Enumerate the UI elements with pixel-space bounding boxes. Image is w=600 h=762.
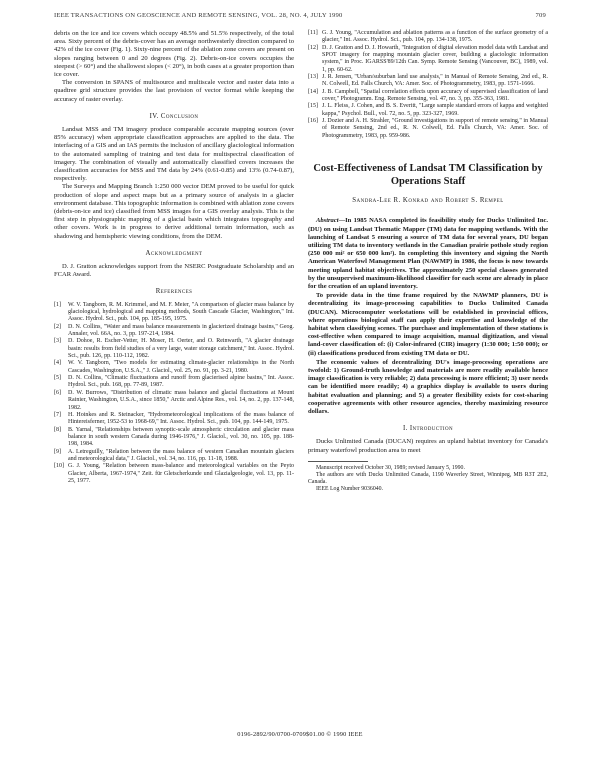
body-paragraph: Ducks Unlimited Canada (DUCAN) requires an upland habitat inventory for Canada's primary waterfowl production area to meet	[308, 438, 548, 454]
reference-item: [9] A. Letreguilly, "Relation between the mass balance of western Canadian mountain glaciers and meteorological data," J. Glaciol., vol. 34, no. 116, pp. 11-18, 1988.	[54, 448, 294, 462]
reference-item: [3] D. Dohoe, R. Escher-Vetter, H. Moser, H. Oerter, and O. Reinwarth, "A glacier drainage basin: results from field studies of a very large, water storage catchment," Int. Assoc. Hydrol. Sci., pub. 126, pp. 110-112, 1982.	[54, 338, 294, 360]
reference-item: [2] D. N. Collins, "Water and mass balance measurements in glacierized drainage basins," Geog. Annaler, vol. 66A, no. 3, pp. 197-214, 1984.	[54, 323, 294, 338]
reference-item: [13] J. R. Jensen, "Urban/suburban land use analysis," in Manual of Remote Sensing, 2nd ed., R. N. Colwell, Ed. Falls Church, VA: Amer. Soc. of Photogrammetry, 1983, pp. 1571-1666.	[308, 74, 548, 88]
footnote: Manuscript received October 30, 1989; revised January 5, 1990.	[316, 464, 465, 471]
body-paragraph: The Surveys and Mapping Branch 1:250 000 vector DEM proved to be useful for quick production of slope and aspect maps but as a primary source of analysis in a glacier environment database. This topographic information is combined with ablation zone covers (debris-on-ice and ice) classified from MSS images for a GIS overlay analysis. This is the first step in physiographic mapping of a glacial basin which integrates topography and other covers. Work is in progress to derive additional terrain information, such as shadowing and hemispheric viewing conditions, from the DEM.	[54, 183, 294, 240]
body-paragraph: The conversion in SPANS of multisource and multiscale vector and raster data into a quadtree grid structure provides the last provision of vector format while keeping the accuracy of raster overlay.	[54, 79, 294, 103]
reference-item: [5] D. N. Collins, "Climatic fluctuations and runoff from glacierised alpine basins," Int. Assoc. Hydrol. Sci., pub. 168, pp. 77-89, 1987.	[54, 375, 294, 389]
article-title: Cost-Effectiveness of Landsat TM Classification by Operations Staff	[313, 163, 543, 188]
section-heading-conclusion: IV. Conclusion	[149, 112, 199, 120]
reference-item: [16] J. Dozier and A. H. Strahler, "Ground investigations in support of remote sensing," in Manual of Remote Sensing, 2nd ed., R. N. Colwell, Ed. Falls Church, VA: Amer. Soc. of Photogrammetry, 1983, pp. 959-986.	[308, 118, 548, 139]
article-authors: Sandra-Lee R. Konrad and Robert S. Rempel	[352, 197, 504, 205]
reference-list	[54, 302, 294, 486]
reference-item: [1] W. V. Tangborn, R. M. Krimmel, and M. F. Meier, "A comparison of glacier mass balance by glaciological, hydrological and mapping methods, South Cascade Glacier, Washington," Int. Assoc. Hydrol. Sci., pub. 104, pp. 185-195, 1975.	[54, 301, 294, 323]
section-heading-introduction: I. Introduction	[402, 425, 454, 433]
journal-title: IEEE TRANSACTIONS ON GEOSCIENCE AND REMOTE SENSING, VOL. 28, NO. 4, JULY 1990	[54, 12, 343, 19]
body-paragraph: debris on the ice and ice covers which occupy 48.5% and 51.5% respectively, of the total area. Sixty percent of the debris-cover has an average northwesterly direction compared to 42% of the ice cover (Fig. 1). Sixty-nine percent of the ablation zone covers are present on slopes ranging between 0 and 20 degrees (Fig. 2). Debris-on-ice covers occupies the steepest (> 60°) and the shallowest slopes (< 20°), in both cases at a greater proportion than ice cover.	[54, 30, 294, 79]
reference-item: [15] J. L. Fleiss, J. Cohen, and B. S. Everitt, "Large sample standard errors of kappa and weighted kappa," Psychol. Bull., vol. 72, no. 5, pp. 323-327, 1969.	[308, 103, 548, 117]
footnote: The authors are with Ducks Unlimited Canada, 1190 Waverley Street, Winnipeg, MB R3T 2E2, Canada.	[308, 471, 548, 485]
footnote: IEEE Log Number 9036040.	[316, 485, 383, 492]
left-column	[54, 30, 294, 485]
reference-list-continued	[308, 30, 548, 140]
page-number: 709	[535, 12, 546, 19]
section-heading-acknowledgment: Acknowledgment	[145, 249, 203, 257]
abstract-paragraph: Abstract—In 1985 NASA completed its feasibility study for Ducks Unlimited Inc. (DU) on using Landsat Thematic Mapper (TM) data for mapping wetlands. With the launching of Landsat 5 ensuring a source of TM data for several years, DU began utilizing TM data to inventory wetlands in the Canadian prairie pothole study region (250 000 mi² or 650 000 km²). In completing this inventory and signing the North American Waterfowl Management Plan (NAWMP) in 1986, the focus is now towards meeting upland habitat objectives. The approximately 250 special classes generated by the unsupervised maximum-likelihood classifier for each scene are already in place for the creation of an upland inventory.	[308, 217, 548, 290]
reference-item: [8] B. Yarnal, "Relationships between synoptic-scale atmospheric circulation and glacier mass balance in south western Canada during 1946-1976," J. Glaciol., vol. 30, no. 105, pp. 188-198, 1984.	[54, 426, 294, 448]
abstract-paragraph: The economic values of decentralizing DU's image-processing operations are twofold: 1) Ground-truth knowledge and materials are more readily available hence image classification is very reliable; 2) data processing is more efficient; 3) user needs can be identified more readily; 4) a graphics display is available to users during habitat evaluation and planning; and 5) a greater flexibility exists for cost-sharing cooperative agreements with other resource agencies, thereby maximizing resource dollars.	[308, 358, 548, 416]
reference-item: [12] D. J. Gratton and D. J. Howarth, "Integration of digital elevation model data with Landsat and SPOT imagery for mapping mountain glacier cover, building a glaciologic information system," in Proc. IGARSS'89/12th Can. Symp. Remote Sensing (Vancouver, BC), 1989, vol. 1, pp. 60-62.	[308, 44, 548, 73]
body-paragraph: Landsat MSS and TM imagery produce comparable accurate mapping sources (over 85% accuracy) when appropriate classification approaches are applied to the data. The interfacing of a GIS and an IAS permits the inclusion of ancillary glaciological information to the automated sampling of training and test data for multispectral classification of imagery. The combination of visually and automatically classified covers increases the classification accuracies for MSS and TM data by 24% (0.61-0.85) and 13% (0.74-0.87), respectively.	[54, 126, 294, 183]
right-column	[308, 30, 548, 493]
copyright-line: 0196-2892/90/0700-0709$01.00 © 1990 IEEE	[237, 731, 363, 738]
reference-item: [6] D. W. Burrows, "Distribution of climatic mass balance and glacial fluctuations at Mount Rainier, Washington, U.S.A., since 1850," Arctic and Alpine Res., vol. 14, no. 2, pp. 137-148, 1982.	[54, 389, 294, 411]
footnote-divider	[308, 461, 368, 462]
reference-item: [11] G. J. Young, "Accumulation and ablation patterns as a function of the surface geometry of a glacier," Int. Assoc. Hydrol. Sci., pub. 104, pp. 134-138, 1975.	[308, 30, 548, 44]
abstract-paragraph: To provide data in the time frame required by the NAWMP planners, DU is decentralizing its image-processing capabilities to Ducks Unlimited Canada (DUCAN). Microcomputer workstations will be established in provincial offices, where operations biological staff can apply their expertise and knowledge of the habitat when classifying scenes. The purchase and implementation of these stations is cost-effective when compared to image acquisition, manual digitization, and visual land-cover classification of: (i) Color-infrared (CIR) imagery (1:30 000; 1:50 000); or (ii) classifications produced from existing TM data or DU.	[308, 292, 548, 357]
reference-item: [4] W. V. Tangborn, "Two models for estimating climate-glacier relationships in the North Cascades, Washington, U.S.A.," J. Glaciol., vol. 25, no. 91, pp. 3-21, 1980.	[54, 360, 294, 374]
acknowledgment-text: D. J. Gratton acknowledges support from the NSERC Postgraduate Scholarship and an FCAR Award.	[54, 263, 294, 279]
reference-item: [10] G. J. Young, "Relation between mass-balance and meteorological variables on the Peyto Glacier, Alberta, 1967-1974," Zeit. für Gletscherkunde und Glazialgeologie, vol. 13, pp. 11-25, 1977.	[54, 463, 294, 484]
abstract-label: Abstract	[316, 217, 339, 225]
reference-item: [7] H. Hoinkes and R. Steinacker, "Hydrometeorological implications of the mass balance of Hintereisferner, 1952-53 to 1968-69," Int. Assoc. Hydrol. Sci., pub. 104, pp. 144-149, 1975.	[54, 411, 294, 426]
section-heading-references: References	[155, 288, 193, 296]
reference-item: [14] J. B. Campbell, "Spatial correlation effects upon accuracy of supervised classification of land cover," Photogramm. Eng. Remote Sensing, vol. 47, no. 3, pp. 355-363, 1981.	[308, 88, 548, 103]
